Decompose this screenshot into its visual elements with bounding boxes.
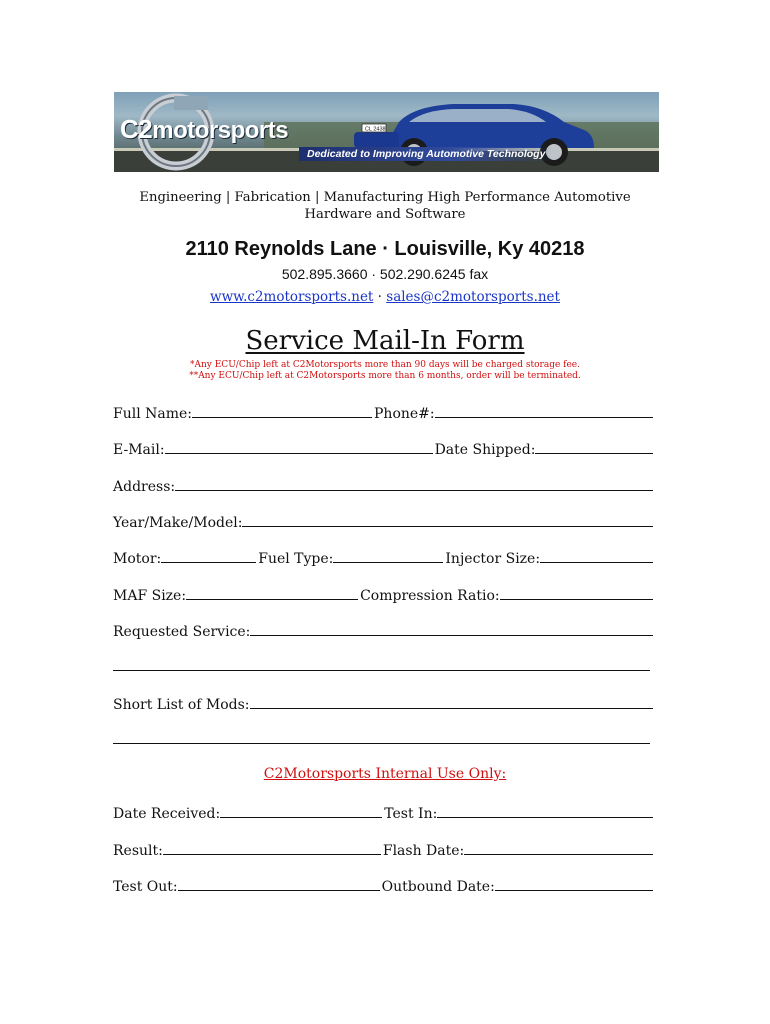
flash-date-label: Flash Date: (382, 843, 465, 859)
logo-motorsports: motorsports (152, 117, 289, 144)
requested-service-field[interactable] (250, 621, 653, 636)
year-make-model-label: Year/Make/Model: (113, 515, 243, 531)
test-out-field[interactable] (178, 876, 380, 891)
date-received-field[interactable] (220, 803, 382, 818)
row-maf-compression (113, 585, 655, 604)
row-email-date (113, 439, 655, 458)
outbound-date-label: Outbound Date: (381, 879, 495, 895)
logo-text (120, 114, 288, 145)
internal-use-heading: C2Motorsports Internal Use Only: (263, 766, 507, 782)
result-label: Result: (113, 843, 163, 859)
mods-label: Short List of Mods: (113, 697, 250, 713)
address-label: Address: (113, 479, 176, 495)
street-address: 2110 Reynolds Lane · Louisville, Ky 40218 (185, 238, 585, 260)
company-description (100, 189, 670, 223)
termination-notice: **Any ECU/Chip left at C2Motorsports more than 6 months, order will be terminated. (189, 371, 581, 381)
outbound-date-field[interactable] (495, 876, 653, 891)
banner-tagline: Dedicated to Improving Automotive Technology (299, 147, 553, 161)
full-name-field[interactable] (192, 403, 372, 418)
row-requested-service (113, 621, 655, 640)
requested-service-label: Requested Service: (113, 624, 251, 640)
date-received-label: Date Received: (113, 806, 221, 822)
test-in-label: Test In: (384, 806, 438, 822)
motor-field[interactable] (161, 548, 256, 563)
date-shipped-field[interactable] (535, 439, 653, 454)
header-banner (114, 92, 659, 172)
date-shipped-label: Date Shipped: (434, 442, 536, 458)
injector-size-label: Injector Size: (445, 551, 541, 567)
license-plate-text: CL 2438 (365, 126, 386, 133)
email-label: E-Mail: (113, 442, 165, 458)
maf-size-label: MAF Size: (113, 588, 187, 604)
contact-links (0, 289, 770, 305)
description-line-2: Hardware and Software (304, 207, 466, 222)
compression-ratio-field[interactable] (500, 585, 653, 600)
address-field[interactable] (175, 476, 653, 491)
link-separator: · (377, 289, 382, 305)
phone-field[interactable] (435, 403, 653, 418)
year-make-model-field[interactable] (242, 512, 653, 527)
test-in-field[interactable] (437, 803, 653, 818)
flash-date-field[interactable] (464, 840, 653, 855)
injector-size-field[interactable] (540, 548, 653, 563)
result-field[interactable] (163, 840, 381, 855)
row-result-flash (113, 840, 655, 859)
fuel-type-field[interactable] (333, 548, 443, 563)
mods-field[interactable] (250, 694, 653, 709)
row-received-test-in (113, 803, 655, 822)
row-name-phone (113, 403, 655, 422)
compression-ratio-label: Compression Ratio: (360, 588, 500, 604)
email-field[interactable] (165, 439, 433, 454)
maf-size-field[interactable] (186, 585, 358, 600)
phone-fax: 502.895.3660 · 502.290.6245 fax (281, 266, 489, 282)
requested-service-extra-line[interactable] (113, 670, 650, 671)
row-test-out-outbound (113, 876, 655, 895)
email-link[interactable]: sales@c2motorsports.net (386, 289, 560, 305)
row-engine (113, 548, 655, 567)
row-mods (113, 694, 655, 713)
full-name-label: Full Name: (113, 406, 193, 422)
row-vehicle (113, 512, 655, 531)
fuel-type-label: Fuel Type: (258, 551, 334, 567)
website-link[interactable]: www.c2motorsports.net (210, 289, 374, 305)
logo-c2: C2 (120, 114, 153, 144)
form-title: Service Mail-In Form (245, 326, 525, 356)
test-out-label: Test Out: (113, 879, 178, 895)
row-address (113, 476, 655, 495)
description-line-1: Engineering | Fabrication | Manufacturing High Performance Automotive (139, 190, 631, 205)
phone-label: Phone#: (374, 406, 435, 422)
motor-label: Motor: (113, 551, 162, 567)
mods-extra-line[interactable] (113, 743, 650, 744)
storage-fee-notice: *Any ECU/Chip left at C2Motorsports more than 90 days will be charged storage fee. (190, 360, 580, 370)
